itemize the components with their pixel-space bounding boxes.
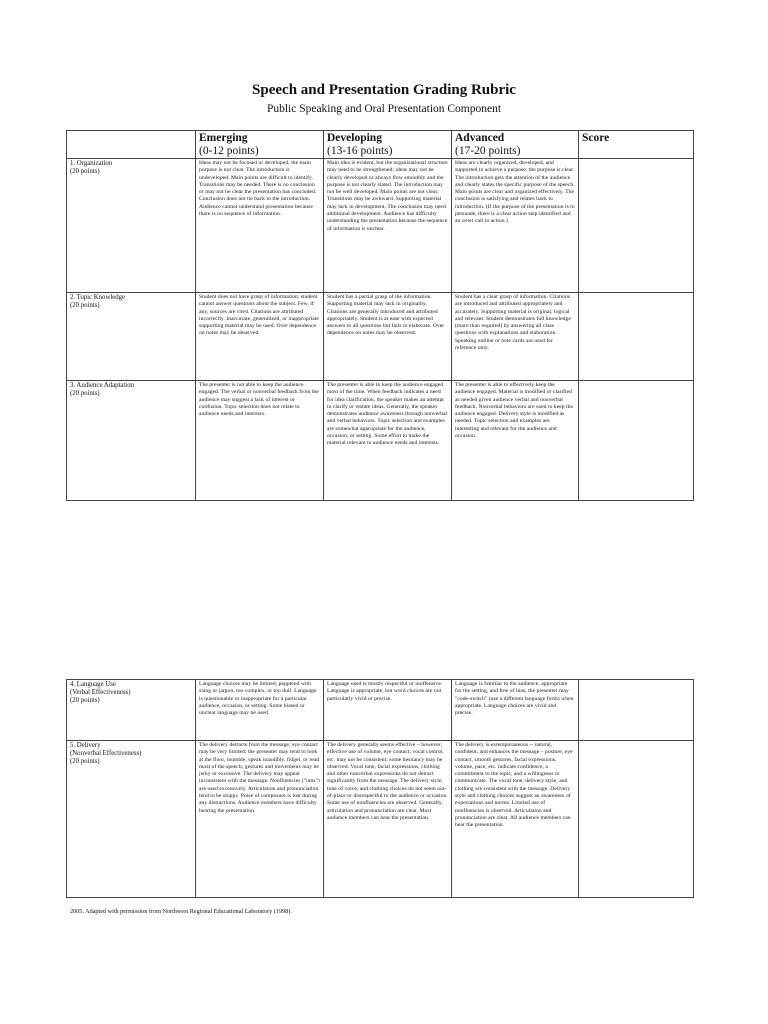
page-subtitle: Public Speaking and Oral Presentation Component (266, 103, 502, 115)
table-row (67, 741, 694, 898)
criterion-cell: 5. Delivery (Nonverbal Effectiveness) (20 points) (67, 741, 196, 898)
rubric-table-top (66, 130, 694, 501)
advanced-cell: Ideas are clearly organized, developed, and supported to achieve a purpose; the purpose is clear. The introduction gets the attention of the audience and clearly states the specific purpose of the speech. Main points are clear and organized effectively. The conclusion is satisfying and relates back to introduction. (If the purpose of the presentation is to persuade, there is a clear action step identified and an overt call to action.) (452, 159, 579, 293)
criterion-cell: 3. Audience Adaptation (20 points) (67, 381, 196, 501)
criterion-cell: 1. Organization (20 points) (67, 159, 196, 293)
score-cell[interactable] (579, 741, 694, 898)
score-cell[interactable] (579, 293, 694, 381)
column-range: (13-16 points) (327, 144, 393, 157)
column-header-emerging (196, 131, 324, 159)
emerging-cell: Student does not have grasp of information; student cannot answer questions about the subject. Few, if any, sources are cited. Citations are attributed incorrectly. Inaccurate, generalized, or inappropriate supporting material may be used. Over dependence on notes may be observed. (196, 293, 324, 381)
advanced-cell: Student has a clear grasp of information. Citations are introduced and attributed appropriately and accurately. Supporting material is original, logical and relevant. Student demonstrates full knowledge (more than required) by answering all class questions with explanations and elaboration. Speaking outline or note cards are used for reference only. (452, 293, 579, 381)
rubric-table-bottom (66, 679, 694, 898)
column-name: Developing (327, 132, 382, 144)
emerging-cell: The presenter is not able to keep the audience engaged. The verbal or nonverbal feedback from the audience may suggest a lack of interest or confusion. Topic selection does not relate to audience needs and interests. (196, 381, 324, 501)
developing-cell: Main idea is evident, but the organizational structure may need to be strengthened; ideas may not be clearly developed or always flow smoothly and the purpose is not clearly stated. The introduction may not be well developed. Main points are not clear. Transitions may be awkward. Supporting material may lack in development. The conclusion may need additional development. Audience has difficulty understanding the presentation because the sequence of information is unclear. (324, 159, 452, 293)
advanced-cell: The delivery is extemporaneous -- natural, confident, and enhances the message – posture, eye contact, smooth gestures, facial expressions, volume, pace, etc. indicate confidence, a commitment to the topic, and a willingness to communicate. The vocal tone, delivery style, and clothing are consistent with the message. Delivery style and clothing choices suggest an awareness of expectations and norms. Limited use of nonfluencies is observed. Articulation and pronunciation are clear. All audience members can hear the presentation. (452, 741, 579, 898)
criterion-header (67, 131, 196, 159)
column-name: Advanced (455, 132, 505, 144)
emerging-cell: Ideas may not be focused or developed; the main purpose is not clear. The introduction is undeveloped. Main points are difficult to identify. Transitions may be needed. There is no conclusion or may not be clear the presentation has concluded. Conclusion does not tie back to the introduction. Audience cannot understand presentation because there is no sequence of information. (196, 159, 324, 293)
developing-cell: Student has a partial grasp of the information. Supporting material may lack in originality. Citations are generally introduced and attributed appropriately. Student is at ease with expected answers to all questions but fails to elaborate. Over dependence on notes may be observed. (324, 293, 452, 381)
score-cell[interactable] (579, 381, 694, 501)
page-title: Speech and Presentation Grading Rubric (252, 82, 516, 98)
header-row (67, 131, 694, 159)
emerging-cell: Language choices may be limited, peppered with slang or jargon, too complex, or too dull. Language is questionable or inappropriate for a particular audience, occasion, or setting. Some biased or unclear language may be used. (196, 680, 324, 741)
emerging-cell: The delivery detracts from the message; eye contact may be very limited; the presenter may tend to look at the floor, mumble, speak inaudibly, fidget, or read most of the speech; gestures and movements may be jerky or excessive. The delivery may appear inconsistent with the message. Nonfluencies ("ums") are used excessively. Articulation and pronunciation tend to be sloppy. Poise of composure is lost during any distractions. Audience members have difficulty hearing the presentation. (196, 741, 324, 898)
score-cell[interactable] (579, 159, 694, 293)
column-range: (17-20 points) (455, 144, 521, 157)
developing-cell: Language used is mostly respectful or inoffensive. Language is appropriate, but word choices are not particularly vivid or precise. (324, 680, 452, 741)
column-header-advanced (452, 131, 579, 159)
table-row (67, 159, 694, 293)
criterion-cell: 4. Language Use (Verbal Effectiveness) (20 points) (67, 680, 196, 741)
table-row (67, 381, 694, 501)
table-row (67, 293, 694, 381)
column-header-score (579, 131, 694, 159)
advanced-cell: The presenter is able to effectively keep the audience engaged. Material is modified or clarified as needed given audience verbal and nonverbal feedback. Nonverbal behaviors are used to keep the audience engaged. Delivery style is modified as needed. Topic selection and examples are interesting and relevant for the audience and occasion. (452, 381, 579, 501)
score-cell[interactable] (579, 680, 694, 741)
column-header-developing (324, 131, 452, 159)
table-row (67, 680, 694, 741)
developing-cell: The delivery generally seems effective – however, effective use of volume, eye contact, vocal control, etc. may not be consistent; some hesitancy may be observed. Vocal tone, facial expressions, clothing and other nonverbal expressions do not detract significantly from the message. The delivery style, tone of voice, and clothing choices do not seem out-of-place or disrespectful to the audience or occasion. Some use of nonfluencies are observed. Generally, articulation and pronunciation are clear. Most audience members can hear the presentation. (324, 741, 452, 898)
criterion-cell: 2. Topic Knowledge (20 points) (67, 293, 196, 381)
advanced-cell: Language is familiar to the audience, appropriate for the setting, and free of bias; the presenter may "code-switch" (use a different language form) when appropriate. Language choices are vivid and precise. (452, 680, 579, 741)
column-range: (0-12 points) (199, 144, 259, 157)
developing-cell: The presenter is able to keep the audience engaged most of the time. When feedback indicates a need for idea clarification, the speaker makes an attempt to clarify or restate ideas. Generally, the speaker demonstrates audience awareness through nonverbal and verbal behaviors. Topic selection and examples are somewhat appropriate for the audience, occasion, or setting. Some effort to make the material relevant to audience needs and interests. (324, 381, 452, 501)
score-label: Score (582, 132, 610, 144)
column-name: Emerging (199, 132, 248, 144)
footnote: 2005. Adapted with permission from Northwest Regional Educational Laboratory (1998). (70, 908, 292, 915)
